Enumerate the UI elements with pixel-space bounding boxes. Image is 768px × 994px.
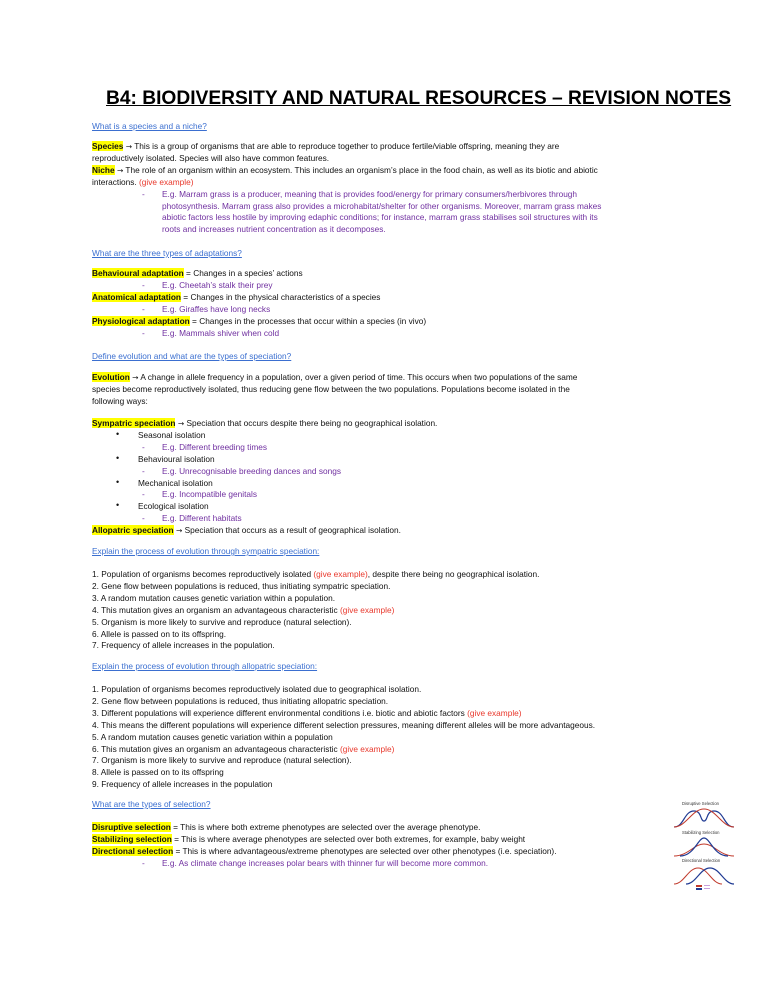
term-stabilizing: Stabilizing selection (92, 833, 172, 844)
example-text: E.g. Cheetah’s stalk their prey (162, 279, 273, 290)
term-allopatric: Allopatric speciation (92, 525, 174, 536)
step-item: 4. This mutation gives an organism an advantageous characteristic (give example) (92, 604, 395, 615)
step-item: 3. Different populations will experience different environmental conditions i.e. biotic and abiotic factors (give example) (92, 707, 522, 718)
dash-bullet: - (142, 857, 145, 868)
dash-bullet: - (142, 513, 145, 524)
bullet-dot-icon: • (116, 476, 120, 487)
step-item: 6. Allele is passed on to its offspring. (92, 628, 227, 639)
isolation-type: Behavioural isolation (138, 453, 215, 464)
example-text: abiotic factors less hostile by improving edaphic conditions; for instance, marram grass stabilises soil structures with its (162, 212, 598, 223)
example-text: E.g. Different breeding times (162, 441, 267, 452)
evolution-definition-cont: following ways: (92, 395, 148, 406)
dash-bullet: - (142, 327, 145, 338)
give-example-note: (give example) (139, 176, 194, 187)
step-item: 7. Organism is more likely to survive and reproduce (natural selection). (92, 755, 352, 766)
example-text: E.g. Unrecognisable breeding dances and songs (162, 465, 341, 476)
step-item: 4. This means the different populations will experience different selection pressures, meaning different alleles will be more advantageous. (92, 719, 596, 730)
term-physiological: Physiological adaptation (92, 315, 190, 326)
dash-bullet: - (142, 279, 145, 290)
step-item: 1. Population of organisms becomes reproductively isolated due to geographical isolation. (92, 684, 422, 694)
species-niche-block (92, 141, 684, 236)
heading-species-niche: What is a species and a niche? (92, 121, 207, 131)
evolution-definition-cont: species become reproductively isolated, thus reducing gene flow between the two populations. Populations become isolated in the (92, 383, 570, 394)
selection-diagram (672, 801, 736, 889)
dash-bullet: - (142, 465, 145, 476)
selection-definition: = This is where average phenotypes are selected over both extremes, for example, baby weight (171, 833, 526, 844)
niche-definition-cont: interactions. (92, 176, 137, 187)
step-item: 6. This mutation gives an organism an advantageous characteristic (give example) (92, 743, 395, 754)
arrow-icon: → (173, 526, 183, 536)
term-sympatric: Sympatric speciation (92, 418, 176, 428)
adaptations-block (92, 268, 684, 339)
term-disruptive: Disruptive selection (92, 822, 171, 832)
arrow-icon: → (123, 142, 133, 151)
allopatric-steps (92, 684, 684, 791)
example-text: roots and increases nutrient concentration as it decomposes. (162, 224, 386, 235)
step-item: 8. Allele is passed on to its offspring (92, 767, 224, 778)
niche-definition: The role of an organism within an ecosystem. This includes an organism’s place in the food chain, as well as its biotic and abiotic (123, 164, 598, 175)
allopatric-definition: Speciation that occurs as a result of geographical isolation. (182, 525, 401, 536)
step-item: 5. A random mutation causes genetic variation within a population (92, 731, 333, 742)
disruptive-curve-graphic (672, 807, 736, 829)
example-text: E.g. Incompatible genitals (162, 489, 258, 500)
dash-bullet: - (142, 489, 145, 500)
bullet-dot-icon: • (116, 500, 120, 511)
term-niche: Niche (92, 164, 115, 175)
term-directional: Directional selection (92, 845, 174, 856)
heading-evolution: Define evolution and what are the types of speciation? (92, 351, 292, 361)
step-item: 9. Frequency of allele increases in the population (92, 779, 273, 790)
adaptation-definition: = Changes in a species’ actions (183, 268, 303, 278)
dash-bullet: - (142, 441, 145, 452)
arrow-icon: → (129, 373, 139, 382)
adaptation-definition: = Changes in the processes that occur within a species (in vivo) (189, 315, 427, 326)
heading-sympatric-process: Explain the process of evolution through sympatric speciation: (92, 546, 320, 556)
isolation-type: Mechanical isolation (138, 477, 213, 488)
selection-block (92, 822, 652, 870)
example-text: E.g. Giraffes have long necks (162, 303, 271, 314)
selection-definition: = This is where advantageous/extreme phenotypes are selected over other phenotypes (i.e. speciation). (173, 845, 557, 856)
step-item: 2. Gene flow between populations is reduced, thus initiating allopatric speciation. (92, 695, 389, 706)
step-item: 1. Population of organisms becomes reproductively isolated (give example), despite there being no geographical isolation. (92, 569, 540, 579)
legend-swatch-icon (696, 885, 710, 891)
step-item: 7. Frequency of allele increases in the population. (92, 640, 275, 651)
evolution-definition: A change in allele frequency in a population, over a given period of time. This occurs when two populations of the same (138, 372, 578, 382)
arrow-icon: → (175, 419, 185, 428)
example-text: E.g. Different habitats (162, 513, 242, 524)
directional-curve-graphic (672, 864, 736, 886)
example-text: E.g. Mammals shiver when cold (162, 327, 280, 338)
step-item: 5. Organism is more likely to survive and reproduce (natural selection). (92, 616, 352, 627)
step-item: 3. A random mutation causes genetic variation within a population. (92, 592, 336, 603)
dash-bullet: - (142, 303, 145, 314)
diagram-label-stabilizing: Stabilizing Selection (682, 830, 720, 835)
stabilizing-curve-graphic (672, 836, 736, 858)
bullet-dot-icon: • (116, 428, 120, 439)
step-item: 2. Gene flow between populations is reduced, thus initiating sympatric speciation. (92, 580, 391, 591)
evolution-block (92, 372, 684, 408)
species-definition-cont: reproductively isolated. Species will also have common features. (92, 152, 330, 163)
term-evolution: Evolution (92, 372, 130, 382)
page-title: B4: BIODIVERSITY AND NATURAL RESOURCES – REVISION NOTES (106, 88, 732, 109)
selection-definition: = This is where both extreme phenotypes are selected over the average phenotype. (170, 822, 481, 832)
term-anatomical: Anatomical adaptation (92, 291, 181, 302)
example-text: E.g. As climate change increases polar bears with thinner fur will become more common. (162, 857, 489, 868)
diagram-label-disruptive: Disruptive Selection (682, 801, 720, 806)
isolation-type: Seasonal isolation (138, 429, 206, 440)
diagram-label-directional: Directional Selection (682, 858, 721, 863)
arrow-icon: → (114, 165, 124, 175)
dash-bullet: - (142, 188, 145, 199)
sympatric-steps (92, 569, 684, 652)
heading-selection: What are the types of selection? (92, 799, 211, 809)
species-definition: This is a group of organisms that are able to reproduce together to produce fertile/viable offspring, meaning they are (132, 141, 560, 151)
term-species: Species (92, 141, 124, 151)
adaptation-definition: = Changes in the physical characteristics of a species (180, 291, 381, 302)
sympatric-definition: Speciation that occurs despite there being no geographical isolation. (184, 418, 438, 428)
heading-allopatric-process: Explain the process of evolution through allopatric speciation: (92, 661, 318, 671)
example-text: photosynthesis. Marram grass also provides a microhabitat/shelter for other organisms. Moreover, marram grass makes (162, 200, 602, 211)
heading-adaptations: What are the three types of adaptations? (92, 248, 242, 258)
example-text: E.g. Marram grass is a producer, meaning that is provides food/energy for primary consumers/herbivores through (162, 188, 578, 199)
bullet-dot-icon: • (116, 452, 120, 463)
speciation-block (92, 418, 684, 537)
isolation-type: Ecological isolation (138, 501, 209, 512)
term-behavioural: Behavioural adaptation (92, 268, 184, 278)
